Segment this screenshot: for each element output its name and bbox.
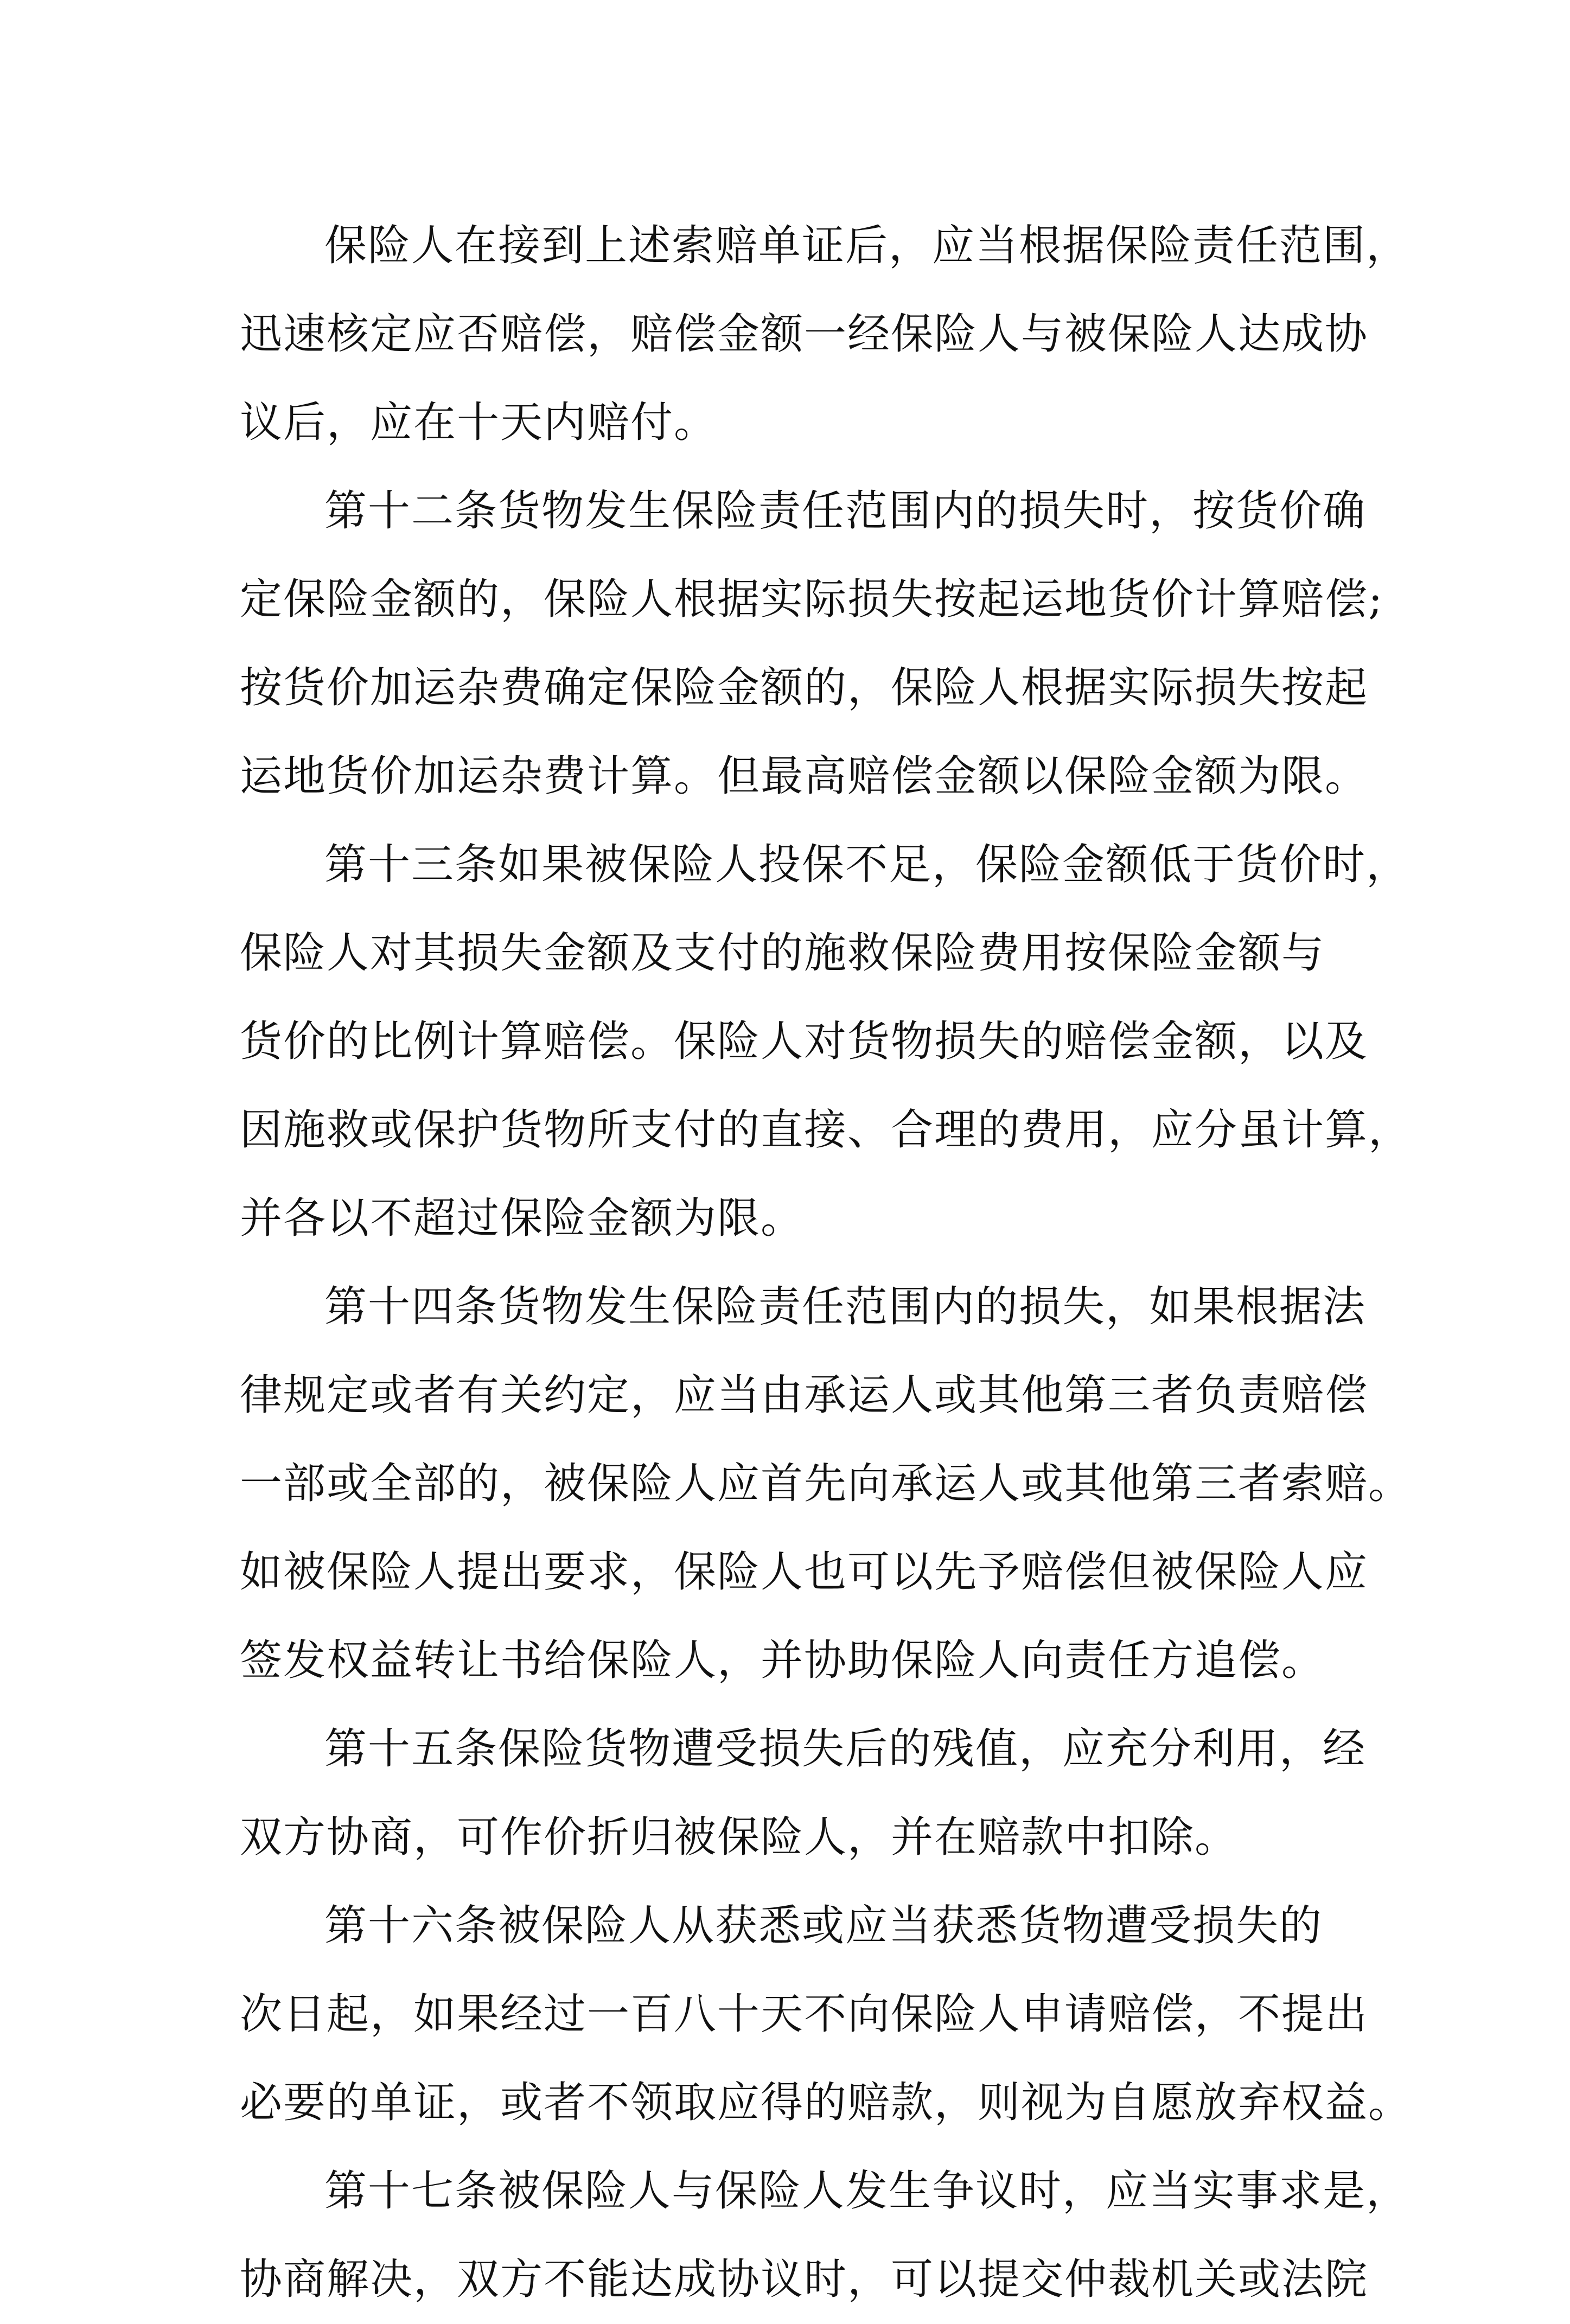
paragraph-line: 因施救或保护货物所支付的直接、合理的费用，应分虽计算，	[240, 1106, 1412, 1154]
paragraph-claims-settlement	[240, 202, 1410, 467]
paragraph-line: 议后，应在十天内赔付。	[240, 398, 718, 447]
paragraph-line: 第十五条保险货物遭受损失后的残值，应充分利用，经	[324, 1725, 1367, 1773]
paragraph-line: 第十二条货物发生保险责任范围内的损失时，按货价确	[324, 487, 1367, 535]
paragraph-line: 如被保险人提出要求，保险人也可以先予赔偿但被保险人应	[240, 1548, 1369, 1597]
paragraph-line: 第十七条被保险人与保险人发生争议时，应当实事求是，	[324, 2167, 1410, 2216]
paragraph-article-12	[240, 467, 1384, 821]
paragraph-line: 按货价加运杂费确定保险金额的，保险人根据实际损失按起	[240, 663, 1369, 712]
paragraph-line: 第十四条货物发生保险责任范围内的损失，如果根据法	[324, 1282, 1367, 1331]
paragraph-article-16	[240, 1882, 1412, 2147]
paragraph-line: 保险人对其损失金额及支付的施救保险费用按保险金额与	[240, 929, 1325, 978]
paragraph-line: 保险人在接到上述索赔单证后，应当根据保险责任范围，	[324, 221, 1410, 270]
paragraph-line: 协商解决，双方不能达成协议时，可以提交仲裁机关或法院	[240, 2255, 1369, 2304]
document-body	[240, 202, 1412, 2324]
paragraph-article-17	[240, 2147, 1410, 2324]
paragraph-line: 第十三条如果被保险人投保不足，保险金额低于货价时，	[324, 840, 1410, 889]
paragraph-line: 双方协商，可作价折归被保险人，并在赔款中扣除。	[240, 1813, 1239, 1862]
paragraph-line: 第十六条被保险人从获悉或应当获悉货物遭受损失的	[324, 1901, 1323, 1950]
paragraph-line: 并各以不超过保险金额为限。	[240, 1194, 805, 1243]
paragraph-line: 定保险金额的，保险人根据实际损失按起运地货价计算赔偿;	[240, 575, 1384, 624]
paragraph-article-15	[240, 1705, 1367, 1882]
paragraph-line: 律规定或者有关约定，应当由承运人或其他第三者负责赔偿	[240, 1371, 1369, 1420]
paragraph-line: 运地货价加运杂费计算。但最高赔偿金额以保险金额为限。	[240, 752, 1369, 801]
paragraph-line: 次日起，如果经过一百八十天不向保险人申请赔偿，不提出	[240, 1990, 1369, 2039]
paragraph-line: 一部或全部的，被保险人应首先向承运人或其他第三者索赔。	[240, 1459, 1412, 1508]
paragraph-line: 货价的比例计算赔偿。保险人对货物损失的赔偿金额，以及	[240, 1017, 1369, 1066]
paragraph-line: 必要的单证，或者不领取应得的赔款，则视为自愿放弃权益。	[240, 2078, 1412, 2127]
paragraph-article-14	[240, 1263, 1412, 1705]
paragraph-article-13	[240, 821, 1412, 1263]
paragraph-line: 迅速核定应否赔偿，赔偿金额一经保险人与被保险人达成协	[240, 310, 1369, 359]
paragraph-line: 签发权益转让书给保险人，并协助保险人向责任方追偿。	[240, 1636, 1325, 1685]
